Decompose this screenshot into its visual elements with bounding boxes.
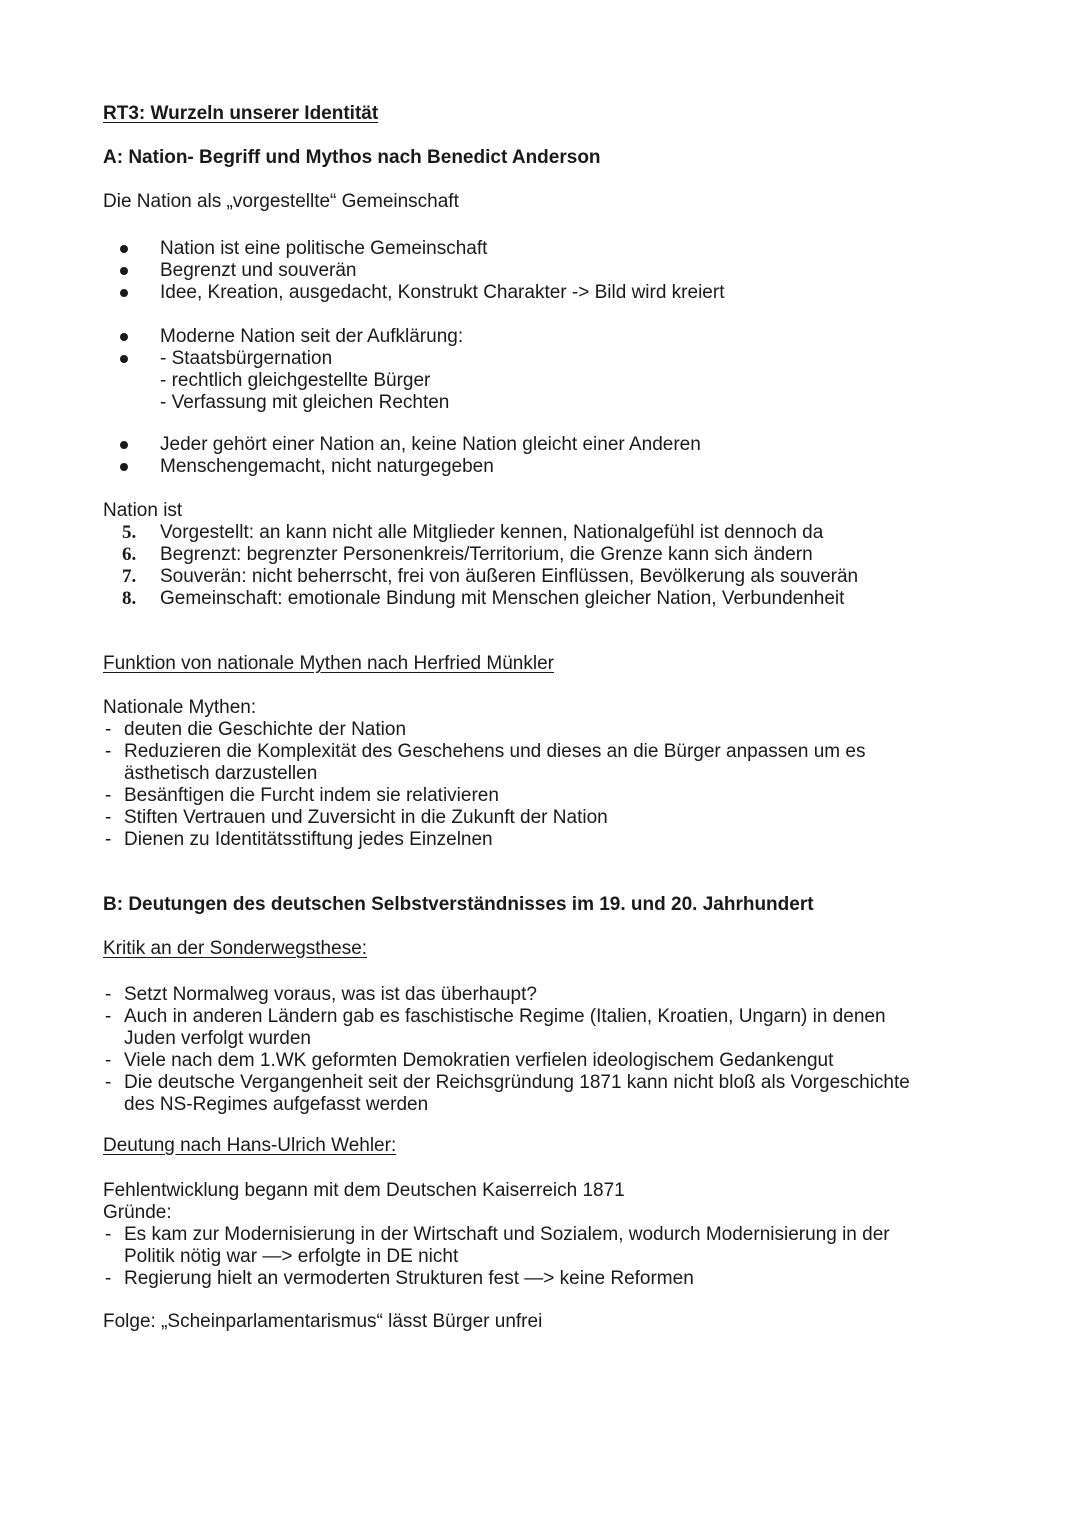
dash-icon: - bbox=[105, 1072, 112, 1093]
numbered-item: Begrenzt: begrenzter Personenkreis/Territorium, die Grenze kann sich ändern bbox=[160, 544, 813, 565]
list-number: 8. bbox=[122, 588, 137, 609]
list-item: Die deutsche Vergangenheit seit der Reichsgründung 1871 kann nicht bloß als Vorgeschichte bbox=[124, 1072, 910, 1093]
bullet-icon bbox=[120, 463, 128, 471]
sub-list-item: - rechtlich gleichgestellte Bürger bbox=[160, 370, 431, 391]
dash-icon: - bbox=[105, 1050, 112, 1071]
list-item: Jeder gehört einer Nation an, keine Nation gleicht einer Anderen bbox=[160, 434, 701, 455]
list-item-continuation: des NS-Regimes aufgefasst werden bbox=[124, 1094, 429, 1115]
bullet-icon bbox=[120, 355, 128, 363]
list-number: 6. bbox=[122, 544, 137, 565]
list-item: Regierung hielt an vermoderten Strukturen fest —> keine Reformen bbox=[124, 1268, 694, 1289]
dash-icon: - bbox=[105, 1006, 112, 1027]
bullet-icon bbox=[120, 267, 128, 275]
list-item: Setzt Normalweg voraus, was ist das überhaupt? bbox=[124, 984, 537, 1005]
list-item: deuten die Geschichte der Nation bbox=[124, 719, 407, 740]
numbered-item: Vorgestellt: an kann nicht alle Mitglieder kennen, Nationalgefühl ist dennoch da bbox=[160, 522, 824, 543]
dash-icon: - bbox=[105, 807, 112, 828]
list-item: Nation ist eine politische Gemeinschaft bbox=[160, 238, 488, 259]
list-item: Menschengemacht, nicht naturgegeben bbox=[160, 456, 494, 477]
numbered-item: Souverän: nicht beherrscht, frei von äußeren Einflüssen, Bevölkerung als souverän bbox=[160, 566, 859, 587]
list-item: Reduzieren die Komplexität des Geschehens und dieses an die Bürger anpassen um es bbox=[124, 741, 866, 762]
dash-icon: - bbox=[105, 1268, 112, 1289]
folge-line: Folge: „Scheinparlamentarismus“ lässt Bürger unfrei bbox=[103, 1311, 543, 1332]
list-item: Moderne Nation seit der Aufklärung: bbox=[160, 326, 464, 347]
list-item: Besänftigen die Furcht indem sie relativieren bbox=[124, 785, 499, 806]
dash-icon: - bbox=[105, 741, 112, 762]
list-item: Viele nach dem 1.WK geformten Demokratien verfielen ideologischem Gedankengut bbox=[124, 1050, 834, 1071]
dash-icon: - bbox=[105, 785, 112, 806]
section-b-heading: B: Deutungen des deutschen Selbstverständnisses im 19. und 20. Jahrhundert bbox=[103, 894, 814, 915]
kritik-heading: Kritik an der Sonderwegsthese: bbox=[103, 938, 368, 959]
list-item-continuation: Juden verfolgt wurden bbox=[124, 1028, 311, 1049]
dash-icon: - bbox=[105, 984, 112, 1005]
list-item: Dienen zu Identitätsstiftung jedes Einzelnen bbox=[124, 829, 493, 850]
wehler-line: Fehlentwicklung begann mit dem Deutschen Kaiserreich 1871 bbox=[103, 1180, 625, 1201]
list-item-continuation: ästhetisch darzustellen bbox=[124, 763, 318, 784]
list-number: 7. bbox=[122, 566, 137, 587]
list-item: Begrenzt und souverän bbox=[160, 260, 357, 281]
gruende-label: Gründe: bbox=[103, 1202, 172, 1223]
numbered-item: Gemeinschaft: emotionale Bindung mit Menschen gleicher Nation, Verbundenheit bbox=[160, 588, 845, 609]
section-a-heading: A: Nation- Begriff und Mythos nach Benedict Anderson bbox=[103, 147, 601, 168]
list-item: Es kam zur Modernisierung in der Wirtschaft und Sozialem, wodurch Modernisierung in der bbox=[124, 1224, 890, 1245]
list-item-continuation: Politik nötig war —> erfolgte in DE nicht bbox=[124, 1246, 459, 1267]
nation-ist-label: Nation ist bbox=[103, 500, 183, 521]
myth-intro: Nationale Mythen: bbox=[103, 697, 257, 718]
section-a-intro: Die Nation als „vorgestellte“ Gemeinschaft bbox=[103, 191, 459, 212]
list-item: - Staatsbürgernation bbox=[160, 348, 333, 369]
dash-icon: - bbox=[105, 1224, 112, 1245]
dash-icon: - bbox=[105, 719, 112, 740]
bullet-icon bbox=[120, 289, 128, 297]
document-title: RT3: Wurzeln unserer Identität bbox=[103, 103, 379, 124]
list-item: Auch in anderen Ländern gab es faschistische Regime (Italien, Kroatien, Ungarn) in denen bbox=[124, 1006, 886, 1027]
bullet-icon bbox=[120, 245, 128, 253]
wehler-heading: Deutung nach Hans-Ulrich Wehler: bbox=[103, 1135, 397, 1156]
bullet-icon bbox=[120, 333, 128, 341]
myth-heading: Funktion von nationale Mythen nach Herfried Münkler bbox=[103, 653, 554, 674]
sub-list-item: - Verfassung mit gleichen Rechten bbox=[160, 392, 450, 413]
list-item: Idee, Kreation, ausgedacht, Konstrukt Charakter -> Bild wird kreiert bbox=[160, 282, 725, 303]
list-number: 5. bbox=[122, 522, 137, 543]
list-item: Stiften Vertrauen und Zuversicht in die Zukunft der Nation bbox=[124, 807, 608, 828]
bullet-icon bbox=[120, 441, 128, 449]
dash-icon: - bbox=[105, 829, 112, 850]
